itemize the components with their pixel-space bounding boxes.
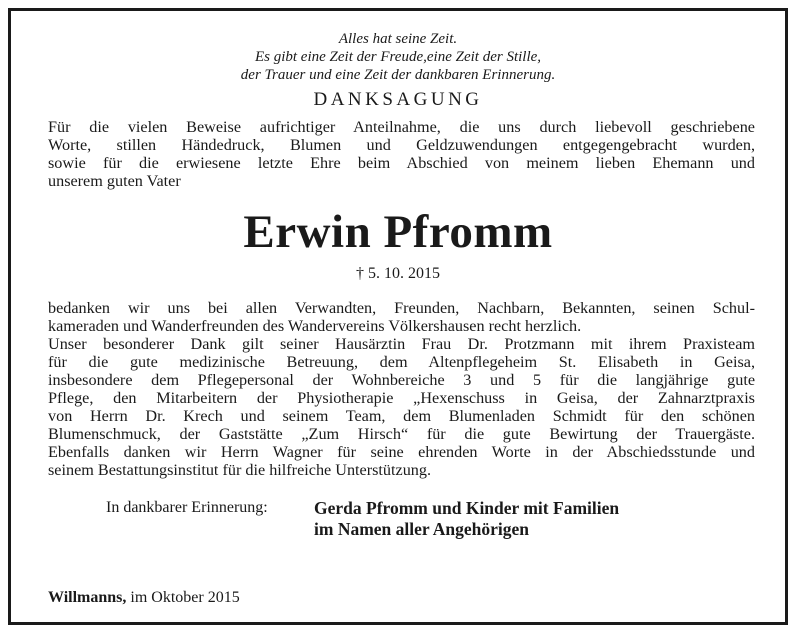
motto-line: Es gibt eine Zeit der Freude,eine Zeit der Stille, <box>254 49 542 65</box>
motto-line: der Trauer und eine Zeit der dankbaren Erinnerung. <box>240 67 556 83</box>
deceased-name: Erwin Pfromm <box>243 206 553 258</box>
motto-line: Alles hat seine Zeit. <box>338 31 458 47</box>
text-line: Für die vielen Beweise aufrichtiger Anteilnahme, die uns durch liebevoll geschriebene <box>48 118 755 136</box>
text-line: für die gute medizinische Betreuung, dem Altenpflegeheim St. Elisabeth in Geisa, <box>48 353 755 371</box>
text-line: kameraden und Wanderfreunden des Wandervereins Völkershausen recht herzlich. <box>48 317 582 335</box>
signature-line: im Namen aller Angehörigen <box>314 519 530 539</box>
text-line: insbesondere dem Pflegepersonal der Wohnbereiche 3 und 5 für die langjährige gute <box>48 371 755 389</box>
notice-heading: DANKSAGUNG <box>313 89 483 110</box>
intro-paragraph <box>48 118 755 190</box>
text-line: Worte, stillen Händedruck, Blumen und Geldzuwendungen entgegengebracht wurden, <box>48 136 755 154</box>
text-line: Ebenfalls danken wir Herrn Wagner für seine ehrenden Worte in der Abschiedsstunde und <box>48 443 755 461</box>
place-date <box>48 589 240 607</box>
text-line: von Herrn Dr. Krech und seinem Team, dem Blumenladen Schmidt für den schönen <box>48 407 755 425</box>
text-line: Blumenschmuck, der Gaststätte „Zum Hirsch“ für die gute Bewirtung der Trauergäste. <box>48 425 755 443</box>
place-town: Willmanns, <box>48 589 127 606</box>
signature-label: In dankbarer Erinnerung: <box>106 499 268 516</box>
signature-names <box>314 498 619 540</box>
text-line: unserem guten Vater <box>48 172 181 190</box>
signature-line: Gerda Pfromm und Kinder mit Familien <box>314 498 620 518</box>
signature-block <box>11 498 785 542</box>
text-line: Pflege, den Mitarbeitern der Physiotherapie „Hexenschuss in Geisa, der Zahnarztpraxis <box>48 389 755 407</box>
death-date: † 5. 10. 2015 <box>356 265 440 282</box>
motto <box>11 30 785 84</box>
text-line: seinem Bestattungsinstitut für die hilfreiche Unterstützung. <box>48 461 432 479</box>
obituary-notice <box>8 8 788 625</box>
place-date-text: im Oktober 2015 <box>126 589 240 606</box>
text-line: bedanken wir uns bei allen Verwandten, Freunden, Nachbarn, Bekannten, seinen Schul- <box>48 299 755 317</box>
text-line: Unser besonderer Dank gilt seiner Hausärztin Frau Dr. Protzmann mit ihrem Praxisteam <box>48 335 755 353</box>
thanks-paragraph <box>48 299 755 479</box>
text-line: sowie für die erwiesene letzte Ehre beim Abschied von meinem lieben Ehemann und <box>48 154 755 172</box>
